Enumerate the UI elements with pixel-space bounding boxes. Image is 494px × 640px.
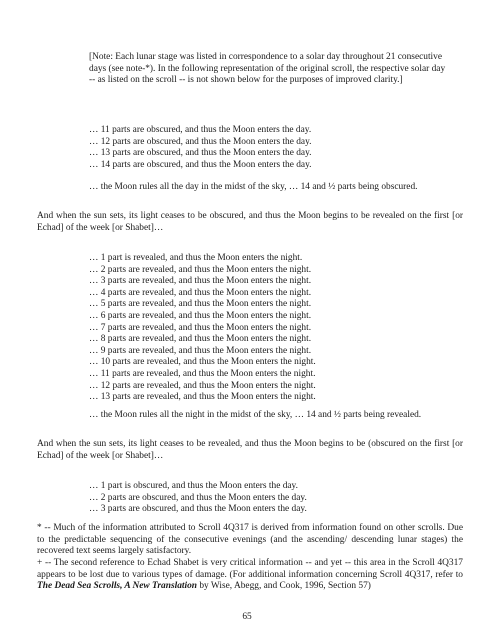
list-item: … 4 parts are revealed, and thus the Moon enters the night.: [89, 287, 312, 298]
list-item: … 12 parts are revealed, and thus the Moon enters the night.: [89, 380, 316, 391]
list-item: … 6 parts are revealed, and thus the Moon enters the night.: [89, 310, 312, 321]
list-item: … 7 parts are revealed, and thus the Moon enters the night.: [89, 322, 312, 333]
list-item: … 13 parts are obscured, and thus the Moon enters the day.: [89, 148, 312, 159]
list-item: … 11 parts are revealed, and thus the Moon enters the night.: [89, 368, 316, 379]
footnote-star: * -- Much of the information attributed to Scroll 4Q317 is derived from information found on other scrolls. Due to the predictable sequencing of the consecutive evenings (and the ascending/ descending lunar stages) the recovered text seems largely satisfactory.: [37, 523, 463, 557]
list-item: … 13 parts are revealed, and thus the Moon enters the night.: [89, 392, 316, 403]
list-item: … 3 parts are obscured, and thus the Moon enters the day.: [89, 504, 307, 515]
editor-note: [Note: Each lunar stage was listed in correspondence to a solar day throughout 21 consecutive days (see note-*). In the following representation of the original scroll, the respective solar day -- as listed on the scroll -- is not shown below for the purposes of improved clarity.]: [89, 52, 446, 86]
list-item: … 14 parts are obscured, and thus the Moon enters the day.: [89, 159, 312, 170]
footnote-plus-citation: by Wise, Abegg, and Cook, 1996, Section 57): [197, 581, 371, 592]
footnote-plus-text: + -- The second reference to Echad Shabet is very critical information -- and yet -- this area in the Scroll 4Q317 appears to be lost due to various types of damage. (For additional information concerning Scroll 4Q317, refer to: [37, 558, 463, 580]
obscured-list-2: [89, 481, 307, 516]
list-item: … 8 parts are revealed, and thus the Moon enters the night.: [89, 334, 312, 345]
list-item: … 2 parts are obscured, and thus the Moon enters the day.: [89, 492, 307, 503]
moon-rules-night: … the Moon rules all the night in the midst of the sky, … 14 and ½ parts being revealed.: [89, 410, 422, 420]
list-item: … 1 part is revealed, and thus the Moon enters the night.: [89, 253, 303, 263]
page-number: 65: [242, 612, 252, 622]
footnote-plus: [37, 558, 463, 593]
revealed-list: [89, 253, 316, 404]
list-item: … 3 parts are revealed, and thus the Moon enters the night.: [89, 276, 312, 287]
moon-rules-day: … the Moon rules all the day in the midst of the sky, … 14 and ½ parts being obscured.: [89, 182, 418, 192]
obscured-list-1: [89, 125, 312, 171]
list-item: … 11 parts are obscured, and thus the Moon enters the day.: [89, 125, 312, 135]
transition-paragraph-2: And when the sun sets, its light ceases to be revealed, and thus the Moon begins to be (obscured on the first [or Echad] of the week [or Shabet]…: [37, 439, 463, 461]
list-item: … 5 parts are revealed, and thus the Moon enters the night.: [89, 299, 312, 310]
list-item: … 12 parts are obscured, and thus the Moon enters the day.: [89, 136, 312, 147]
transition-paragraph-1: And when the sun sets, its light ceases to be obscured, and thus the Moon begins to be revealed on the first [or Echad] of the week [or Shabet]…: [37, 211, 463, 233]
list-item: … 10 parts are revealed, and thus the Moon enters the night.: [89, 357, 316, 368]
list-item: … 9 parts are revealed, and thus the Moon enters the night.: [89, 345, 312, 356]
book-title: The Dead Sea Scrolls, A New Translation: [37, 581, 197, 592]
list-item: … 2 parts are revealed, and thus the Moon enters the night.: [89, 264, 312, 275]
list-item: … 1 part is obscured, and thus the Moon enters the day.: [89, 481, 298, 491]
